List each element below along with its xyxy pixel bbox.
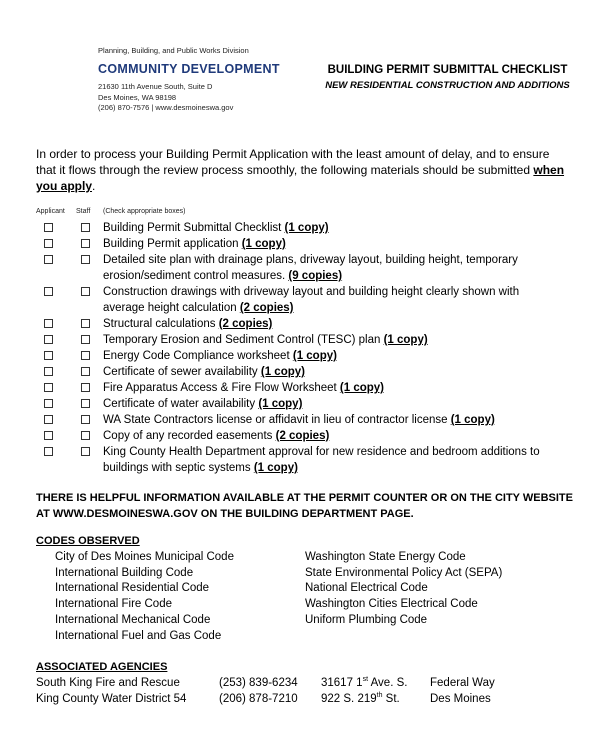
staff-checkbox[interactable]: [81, 447, 90, 456]
address-line-1: 21630 11th Avenue South, Suite D: [98, 82, 213, 91]
checklist-item: [0, 364, 600, 380]
applicant-checkbox[interactable]: [44, 223, 53, 232]
department-name: COMMUNITY DEVELOPMENT: [98, 62, 280, 76]
checklist-item-text: [103, 332, 563, 348]
agency-phone: (206) 878-7210: [219, 693, 298, 705]
document-subtitle: NEW RESIDENTIAL CONSTRUCTION AND ADDITIONS: [325, 80, 570, 91]
staff-checkbox[interactable]: [81, 383, 90, 392]
code-item: National Electrical Code: [305, 582, 428, 595]
item-description: Fire Apparatus Access & Fire Flow Worksheet: [103, 382, 340, 394]
code-item: Uniform Plumbing Code: [305, 613, 428, 626]
item-description: Building Permit Submittal Checklist: [103, 222, 285, 234]
agency-phone: (253) 839-6234: [219, 677, 298, 689]
staff-checkbox[interactable]: [81, 319, 90, 328]
agency-city: Federal Way: [430, 677, 495, 689]
item-description: Copy of any recorded easements: [103, 430, 276, 442]
checklist-item: [0, 252, 600, 284]
checklist-item-text: [103, 236, 563, 252]
division-name: Planning, Building, and Public Works Division: [98, 46, 249, 55]
checklist-item: [0, 380, 600, 396]
item-description: WA State Contractors license or affidavit in lieu of contractor license: [103, 414, 451, 426]
code-item: International Fire Code: [55, 598, 172, 611]
code-item: Washington Cities Electrical Code: [305, 598, 478, 611]
header-right: [310, 64, 585, 91]
checklist-item-text: [103, 428, 563, 444]
applicant-checkbox[interactable]: [44, 447, 53, 456]
checklist-item: [0, 444, 600, 476]
checklist-item-text: [103, 380, 563, 396]
item-quantity: (2 copies): [239, 302, 294, 314]
checklist-item-text: [103, 396, 563, 412]
item-quantity: (1 copy): [253, 462, 298, 474]
code-item: International Building Code: [55, 566, 194, 579]
code-item: International Mechanical Code: [55, 613, 211, 626]
checklist-item-text: [103, 348, 563, 364]
checklist-item: [0, 316, 600, 332]
checklist-item-text: [103, 284, 563, 316]
street-ordinal: th: [376, 692, 383, 700]
code-item: City of Des Moines Municipal Code: [55, 551, 234, 563]
code-item: State Environmental Policy Act (SEPA): [305, 566, 503, 579]
applicant-checkbox[interactable]: [44, 415, 53, 424]
staff-checkbox[interactable]: [81, 399, 90, 408]
staff-checkbox[interactable]: [81, 367, 90, 376]
item-quantity: (1 copy): [450, 414, 495, 426]
item-quantity: (2 copies): [218, 318, 273, 330]
intro-emphasis: when you apply: [36, 163, 565, 193]
street-number: 922 S. 219: [321, 693, 377, 705]
item-quantity: (1 copy): [241, 238, 286, 250]
codes-right-column: [305, 550, 502, 629]
item-quantity: (1 copy): [258, 398, 303, 410]
item-description: Detailed site plan with drainage plans, driveway layout, building height, temporary erosion/sediment control measures.: [103, 254, 518, 282]
street-ordinal: st: [362, 676, 369, 684]
submittal-checklist: [0, 220, 600, 476]
code-item: International Fuel and Gas Code: [55, 629, 222, 642]
item-description: Construction drawings with driveway layout and building height clearly shown with average height calculation: [103, 286, 520, 314]
checklist-item-text: [103, 412, 563, 428]
code-item: International Residential Code: [55, 582, 210, 595]
agencies-heading: ASSOCIATED AGENCIES: [36, 661, 168, 673]
staff-checkbox[interactable]: [81, 351, 90, 360]
applicant-checkbox[interactable]: [44, 335, 53, 344]
agency-street: [321, 677, 407, 689]
checklist-item-text: [103, 444, 563, 476]
checklist-item-text: [103, 364, 563, 380]
address-block: [98, 82, 280, 114]
item-description: Structural calculations: [103, 318, 219, 330]
street-rest: Ave. S.: [368, 677, 408, 689]
item-quantity: (1 copy): [292, 350, 337, 362]
codes-left-column: [55, 550, 234, 644]
agency-street: [321, 693, 400, 705]
item-quantity: (1 copy): [339, 382, 384, 394]
item-quantity: (1 copy): [383, 334, 428, 346]
header-left: [98, 46, 280, 114]
item-quantity: (2 copies): [275, 430, 330, 442]
item-description: Certificate of water availability: [103, 398, 259, 410]
applicant-checkbox[interactable]: [44, 431, 53, 440]
checklist-item: [0, 348, 600, 364]
item-description: Temporary Erosion and Sediment Control (TESC) plan: [103, 334, 384, 346]
staff-checkbox[interactable]: [81, 415, 90, 424]
checklist-item: [0, 396, 600, 412]
agency-row: [0, 677, 600, 693]
staff-column-header: Staff: [76, 208, 91, 215]
contact-line: (206) 870-7576 | www.desmoineswa.gov: [98, 103, 234, 112]
agency-row: [0, 693, 600, 709]
item-quantity: (9 copies): [288, 270, 343, 282]
item-description: Building Permit application: [103, 238, 242, 250]
helpful-info-notice: THERE IS HELPFUL INFORMATION AVAILABLE AT THE PERMIT COUNTER OR ON THE CITY WEBSITE AT WWW.DESMOINESWA.GOV ON THE BUILDING DEPARTMENT PAGE.: [36, 492, 573, 520]
checklist-item: [0, 412, 600, 428]
checklist-item-text: [103, 220, 563, 236]
checklist-item: [0, 332, 600, 348]
code-item: Washington State Energy Code: [305, 551, 466, 563]
applicant-checkbox[interactable]: [44, 399, 53, 408]
codes-heading: CODES OBSERVED: [36, 535, 140, 547]
document-title: BUILDING PERMIT SUBMITTAL CHECKLIST: [327, 64, 568, 76]
agency-city: Des Moines: [430, 693, 491, 705]
staff-checkbox[interactable]: [81, 287, 90, 296]
check-instructions: (Check appropriate boxes): [103, 208, 186, 215]
applicant-checkbox[interactable]: [44, 383, 53, 392]
staff-checkbox[interactable]: [81, 239, 90, 248]
intro-paragraph: [36, 146, 566, 194]
item-description: King County Health Department approval for new residence and bedroom additions to buildings with septic systems: [103, 446, 540, 474]
item-description: Certificate of sewer availability: [103, 366, 261, 378]
checklist-item: [0, 220, 600, 236]
intro-end: .: [92, 179, 96, 193]
item-quantity: (1 copy): [284, 222, 329, 234]
checklist-item-text: [103, 316, 563, 332]
applicant-checkbox[interactable]: [44, 287, 53, 296]
staff-checkbox[interactable]: [81, 431, 90, 440]
item-description: Energy Code Compliance worksheet: [103, 350, 293, 362]
checklist-item: [0, 236, 600, 252]
agency-name: King County Water District 54: [36, 693, 187, 705]
address-line-2: Des Moines, WA 98198: [98, 92, 177, 102]
applicant-checkbox[interactable]: [44, 255, 53, 264]
street-rest: St.: [382, 693, 400, 705]
applicant-checkbox[interactable]: [44, 351, 53, 360]
applicant-checkbox[interactable]: [44, 239, 53, 248]
checklist-item: [0, 428, 600, 444]
checklist-item: [0, 284, 600, 316]
staff-checkbox[interactable]: [81, 223, 90, 232]
applicant-checkbox[interactable]: [44, 367, 53, 376]
applicant-checkbox[interactable]: [44, 319, 53, 328]
intro-text: In order to process your Building Permit Application with the least amount of delay, and to ensure that it flows through the review process smoothly, the following materials should be submitted: [36, 147, 550, 177]
applicant-column-header: Applicant: [36, 208, 65, 215]
staff-checkbox[interactable]: [81, 255, 90, 264]
agency-name: South King Fire and Rescue: [36, 677, 180, 689]
item-quantity: (1 copy): [260, 366, 305, 378]
staff-checkbox[interactable]: [81, 335, 90, 344]
checklist-item-text: [103, 252, 563, 284]
street-number: 31617 1: [321, 677, 363, 689]
